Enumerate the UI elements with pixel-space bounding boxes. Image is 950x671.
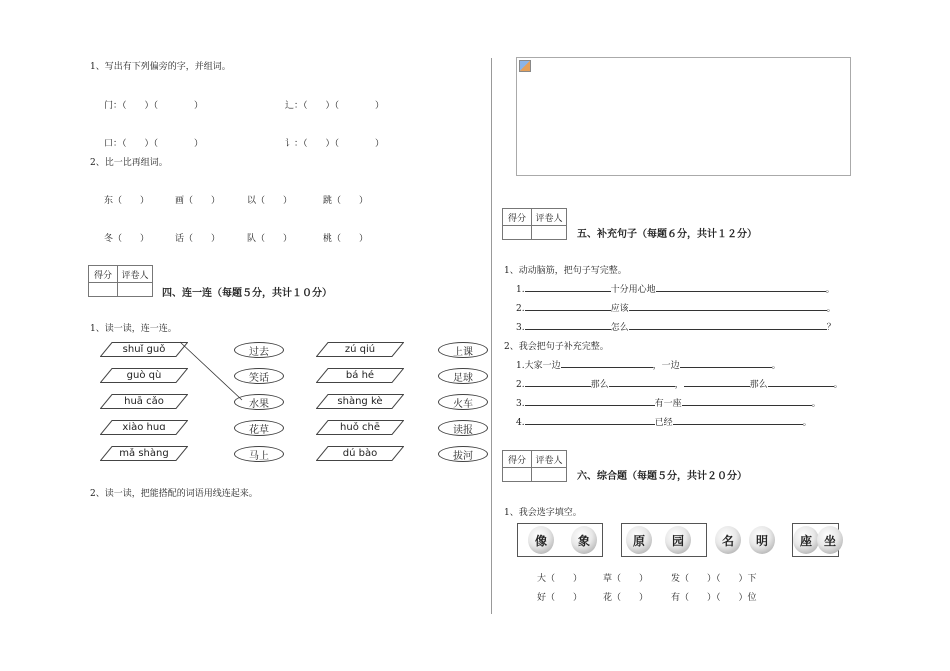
fruit-char: 名: [715, 526, 741, 554]
word-right: 读报: [438, 420, 488, 436]
score-label: 得分: [503, 209, 532, 225]
grader-label: 评卷人: [121, 270, 149, 281]
score-box: [502, 208, 567, 240]
fill-cell: 草（ ）: [603, 574, 649, 584]
match-line: [180, 340, 260, 410]
fruit-char: 坐: [817, 526, 843, 554]
pinyin-left: [100, 446, 188, 461]
score-box: [502, 450, 567, 482]
pinyin-text: huǒ chē: [340, 422, 380, 433]
pinyin-right: [316, 394, 404, 409]
word-right: 拔河: [438, 446, 488, 462]
s5-q2-item: 3. 有一座 。: [516, 399, 821, 409]
grader-label: 评卷人: [535, 213, 563, 224]
q1-row1-a: 门：（ ）（ ）: [104, 101, 204, 111]
broken-image-icon: [519, 60, 531, 72]
fruit-char: 座: [793, 526, 819, 554]
pinyin-left: [100, 368, 188, 383]
fill-cell: 有（ ）（ ）位: [671, 593, 757, 603]
pinyin-left: [100, 342, 188, 357]
fruit-char: 原: [626, 526, 652, 554]
q2-cell: 以（ ）: [247, 196, 293, 206]
q2-cell: 跳（ ）: [323, 196, 369, 206]
word-left: 水果: [234, 394, 284, 410]
word-left: 过去: [234, 342, 284, 358]
pinyin-text: huā cǎo: [124, 396, 164, 407]
section5-title: 五、补充句子（每题６分，共计１２分）: [577, 229, 757, 240]
section6-title: 六、综合题（每题５分，共计２０分）: [577, 471, 747, 482]
q2-cell: 东（ ）: [104, 196, 150, 206]
pinyin-text: zú qiú: [344, 344, 376, 355]
word-left: 笑话: [234, 368, 284, 384]
word-right: 上课: [438, 342, 488, 358]
fruit-char: 像: [528, 526, 554, 554]
q2-title: 2、比一比再组词。: [90, 158, 168, 168]
word-right: 火车: [438, 394, 488, 410]
pinyin-text: xiào huɑ: [122, 422, 166, 433]
pinyin-text: guò qù: [126, 370, 162, 381]
pinyin-right: [316, 368, 404, 383]
q1-row1-b: 辶：（ ）（ ）: [285, 101, 385, 111]
fruit-char: 明: [749, 526, 775, 554]
fill-cell: 好（ ）: [537, 593, 583, 603]
fruit-char: 园: [665, 526, 691, 554]
score-label: 得分: [503, 451, 532, 467]
pinyin-right: [316, 420, 404, 435]
score-label: 得分: [89, 266, 118, 282]
word-left: 马上: [234, 446, 284, 462]
q2-cell: 冬（ ）: [104, 234, 150, 244]
s5-q2-title: 2、我会把句子补充完整。: [504, 342, 609, 352]
word-right: 足球: [438, 368, 488, 384]
section4-title: 四、连一连（每题５分，共计１０分）: [162, 288, 332, 299]
s5-q1-item: 2. 应该 。: [516, 304, 836, 314]
pinyin-text: shuǐ guǒ: [122, 344, 166, 355]
pinyin-right: [316, 342, 404, 357]
s4-q2-title: 2、读一读，把能搭配的词语用线连起来。: [90, 489, 258, 499]
score-box: [88, 265, 153, 297]
s5-q2-item: 4. 已经 。: [516, 418, 812, 428]
q2-cell: 桃（ ）: [323, 234, 369, 244]
s5-q1-title: 1、动动脑筋，把句子写完整。: [504, 266, 627, 276]
word-left: 花草: [234, 420, 284, 436]
pinyin-left: [100, 394, 188, 409]
fill-cell: 发（ ）（ ）下: [671, 574, 757, 584]
fill-cell: 大（ ）: [537, 574, 583, 584]
pinyin-right: [316, 446, 404, 461]
q2-cell: 话（ ）: [175, 234, 221, 244]
s5-q1-item: 3. 怎么 ？: [516, 323, 836, 333]
q1-row2-b: 讠：（ ）（ ）: [285, 139, 385, 149]
fill-cell: 花（ ）: [603, 593, 649, 603]
s5-q1-item: 1. 十分用心地 。: [516, 285, 835, 295]
s5-q2-item: 1.大家一边 ，一边 。: [516, 361, 781, 371]
column-divider: [491, 58, 492, 614]
pinyin-text: shàng kè: [337, 396, 383, 407]
pinyin-left: [100, 420, 188, 435]
image-placeholder: [516, 57, 851, 176]
q1-row2-a: 口：（ ）（ ）: [104, 139, 204, 149]
q2-cell: 画（ ）: [175, 196, 221, 206]
pinyin-text: bá hé: [345, 370, 375, 381]
fruit-char: 象: [571, 526, 597, 554]
q2-cell: 队（ ）: [247, 234, 293, 244]
s5-q2-item: 2. 那么 ， 那么 。: [516, 380, 843, 390]
q1-title: 1、写出有下列偏旁的字，并组词。: [90, 62, 231, 72]
s4-q1-title: 1、读一读，连一连。: [90, 324, 177, 334]
pinyin-text: mǎ shàng: [119, 448, 169, 459]
pinyin-text: dú bào: [342, 448, 378, 459]
grader-label: 评卷人: [535, 455, 563, 466]
s6-q1-title: 1、我会选字填空。: [504, 508, 582, 518]
